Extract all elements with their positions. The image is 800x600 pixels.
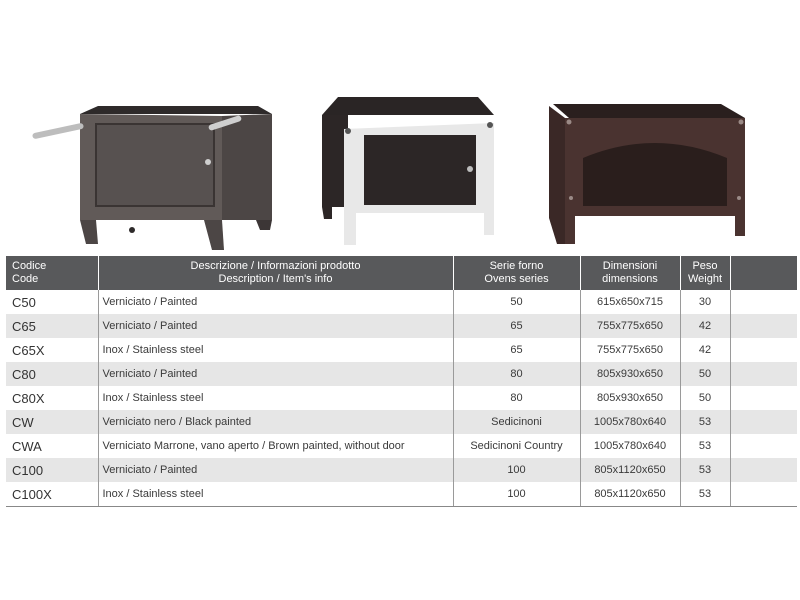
c50-stand-image <box>28 92 283 255</box>
table-body <box>6 290 797 507</box>
header-description: Descrizione / Informazioni prodotto Description / Item's info <box>98 256 453 290</box>
description-italian: Verniciato <box>102 368 151 380</box>
table-row <box>6 410 797 434</box>
header-oven-series: Serie forno Ovens series <box>453 256 580 290</box>
description-english: Stainless steel <box>132 392 204 404</box>
cell-description: Verniciato Marrone, vano aperto / Brown painted, without door <box>98 434 453 458</box>
product-photos <box>0 80 800 255</box>
cell-oven-series: 80 <box>453 362 580 386</box>
cell-weight: 30 <box>680 290 730 314</box>
cell-code: C80X <box>6 386 98 410</box>
cell-code: C65X <box>6 338 98 362</box>
cell-oven-series: 65 <box>453 338 580 362</box>
cell-code: CW <box>6 410 98 434</box>
cell-dimensions: 615x650x715 <box>580 290 680 314</box>
table-row <box>6 314 797 338</box>
cell-weight: 50 <box>680 362 730 386</box>
cell-description: Inox / Stainless steel <box>98 482 453 507</box>
description-italian: Verniciato <box>102 296 151 308</box>
header-weight: Peso Weight <box>680 256 730 290</box>
cell-code: C65 <box>6 314 98 338</box>
cell-dimensions: 1005x780x640 <box>580 434 680 458</box>
cell-dimensions: 805x1120x650 <box>580 482 680 507</box>
cell-description: Verniciato / Painted <box>98 362 453 386</box>
description-italian: Inox <box>102 488 124 500</box>
description-italian: Verniciato nero <box>102 416 176 428</box>
cell-oven-series: 100 <box>453 458 580 482</box>
cell-dimensions: 1005x780x640 <box>580 410 680 434</box>
cell-oven-series: Sedicinoni Country <box>453 434 580 458</box>
header-dimensions: Dimensioni dimensions <box>580 256 680 290</box>
header-extra <box>730 256 797 290</box>
cell-weight: 50 <box>680 386 730 410</box>
table-row <box>6 434 797 458</box>
table-row <box>6 338 797 362</box>
description-english: Painted <box>159 464 198 476</box>
cell-dimensions: 755x775x650 <box>580 314 680 338</box>
cell-code: C80 <box>6 362 98 386</box>
description-english: Stainless steel <box>132 344 204 356</box>
table-row <box>6 290 797 314</box>
cell-weight: 53 <box>680 434 730 458</box>
product-spec-table <box>6 256 797 507</box>
cell-code: C100 <box>6 458 98 482</box>
table-header-row <box>6 256 797 290</box>
table-row <box>6 362 797 386</box>
cell-weight: 42 <box>680 338 730 362</box>
cell-extra <box>730 482 797 507</box>
cell-dimensions: 805x1120x650 <box>580 458 680 482</box>
cell-description: Verniciato nero / Black painted <box>98 410 453 434</box>
table-row <box>6 482 797 507</box>
cell-description: Verniciato / Painted <box>98 314 453 338</box>
cell-dimensions: 755x775x650 <box>580 338 680 362</box>
cell-oven-series: 65 <box>453 314 580 338</box>
description-english: Stainless steel <box>132 488 204 500</box>
description-italian: Verniciato Marrone, vano aperto <box>102 440 260 452</box>
cell-weight: 53 <box>680 458 730 482</box>
table-row <box>6 458 797 482</box>
c65x-stand-image <box>318 95 500 260</box>
header-code: Codice Code <box>6 256 98 290</box>
description-english: Painted <box>159 296 198 308</box>
description-italian: Verniciato <box>102 320 151 332</box>
cell-oven-series: 50 <box>453 290 580 314</box>
cell-extra <box>730 458 797 482</box>
cell-extra <box>730 314 797 338</box>
cell-description: Verniciato / Painted <box>98 290 453 314</box>
cell-extra <box>730 338 797 362</box>
cell-dimensions: 805x930x650 <box>580 386 680 410</box>
table-row <box>6 386 797 410</box>
cell-weight: 42 <box>680 314 730 338</box>
description-italian: Inox <box>102 344 124 356</box>
cell-code: C100X <box>6 482 98 507</box>
cwa-stand-image <box>545 98 755 250</box>
cell-oven-series: Sedicinoni <box>453 410 580 434</box>
description-english: Black painted <box>185 416 252 428</box>
description-english: Brown painted, without door <box>268 440 405 452</box>
cell-dimensions: 805x930x650 <box>580 362 680 386</box>
description-italian: Inox <box>102 392 124 404</box>
cell-oven-series: 100 <box>453 482 580 507</box>
cell-code: C50 <box>6 290 98 314</box>
cell-extra <box>730 410 797 434</box>
description-english: Painted <box>159 320 198 332</box>
cell-code: CWA <box>6 434 98 458</box>
description-english: Painted <box>159 368 198 380</box>
description-italian: Verniciato <box>102 464 151 476</box>
cell-weight: 53 <box>680 410 730 434</box>
cell-extra <box>730 386 797 410</box>
cell-description: Verniciato / Painted <box>98 458 453 482</box>
cell-description: Inox / Stainless steel <box>98 386 453 410</box>
cell-extra <box>730 362 797 386</box>
cell-extra <box>730 290 797 314</box>
cell-oven-series: 80 <box>453 386 580 410</box>
cell-extra <box>730 434 797 458</box>
cell-weight: 53 <box>680 482 730 507</box>
cell-description: Inox / Stainless steel <box>98 338 453 362</box>
